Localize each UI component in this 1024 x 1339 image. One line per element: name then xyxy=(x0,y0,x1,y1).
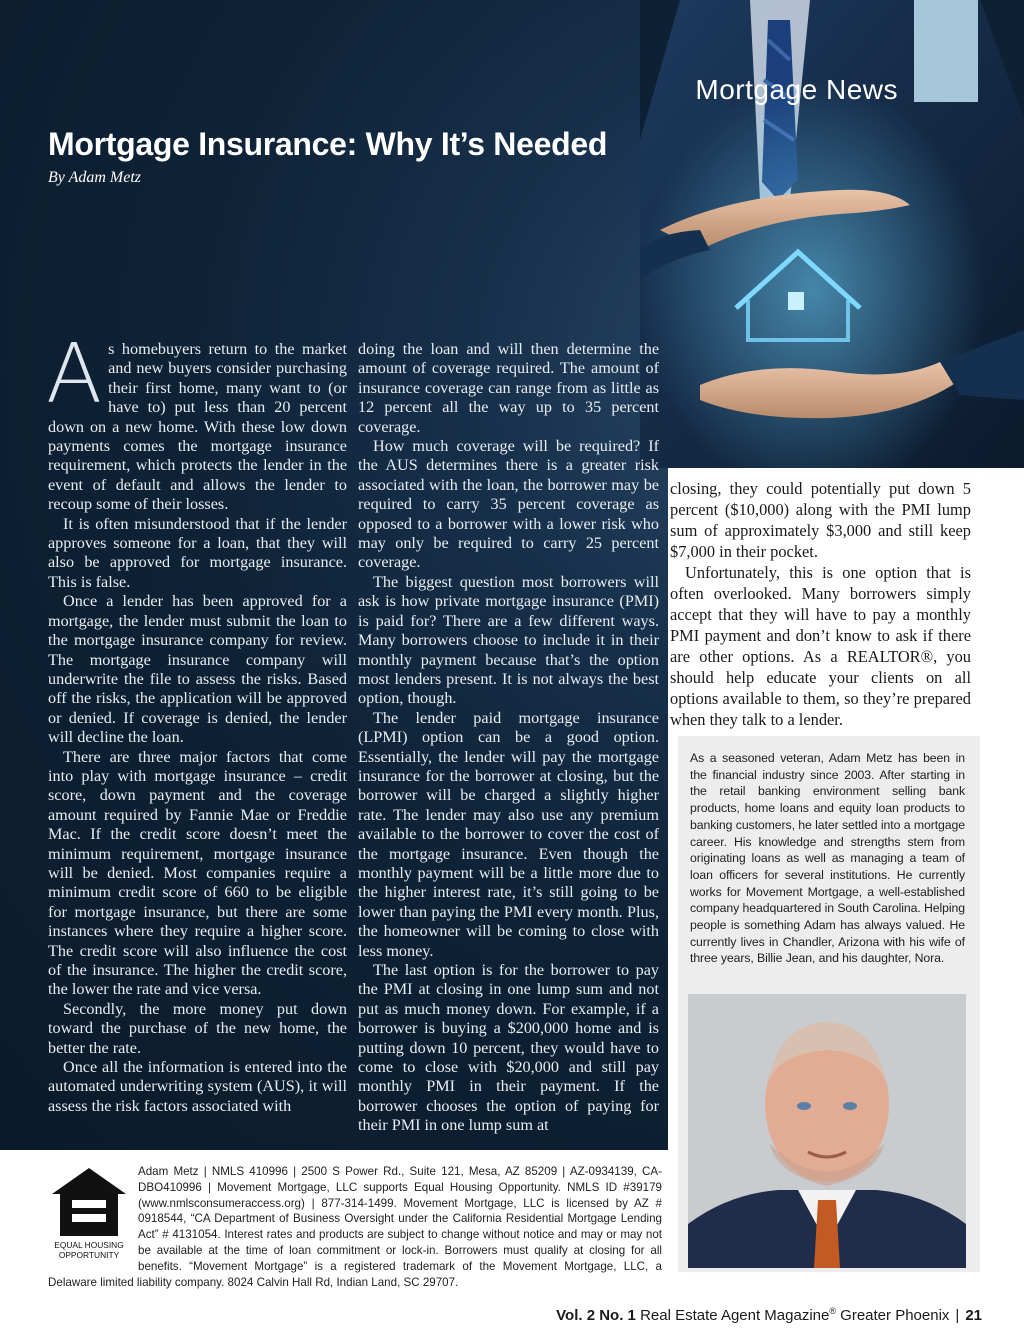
page-number: 21 xyxy=(965,1307,982,1324)
folio-separator: | xyxy=(955,1307,960,1324)
disclaimer-text: Adam Metz | NMLS 410996 | 2500 S Power Rd., Suite 121, Mesa, AZ 85209 | AZ-0934139, CA-DBO410996 | Movement Mortgage, LLC supports Equal Housing Opportunity. NMLS ID #39179 (www.nmlsconsumeraccess.org) | 877-314-1499. Movement Mortgage, LLC is licensed by AZ # 0918544, “CA Department of Business Oversight under the California Residential Mortgage Lending Act” # 4131054. Interest rates and products are subject to change without notice and may or may not be available at the time of loan commitment or lock-in. Borrowers must qualify at closing for all benefits. “Movement Mortgage” is a registered trademark of the Movement Mortgage, LLC, a Delaware limited liability company. 8024 Calvin Hall Rd, Indian Land, SC 29707. xyxy=(48,1165,662,1289)
page-folio xyxy=(556,1306,982,1324)
magazine-name: Real Estate Agent Magazine xyxy=(640,1307,830,1324)
paragraph: Unfortunately, this is one option that is often overlooked. Many borrowers simply accept that they will have to pay a monthly PMI payment and don’t know to ask if there are other options. As a REALTOR®, you should help educate your clients on all options available to them, so they’re prepared when they talk to a lender. xyxy=(670,563,971,729)
paragraph: There are three major factors that come into play with mortgage insurance – credit score, down payment and the coverage amount required by Fannie Mae or Freddie Mac. If the credit score doesn’t meet the minimum requirement, mortgage insurance will be denied. Most companies require a minimum credit score of 660 to be eligible for mortgage insurance, but there are some instances where they require a higher score. The credit score will also influence the cost of the insurance. The higher the credit score, the lower the rate and vice versa. xyxy=(48,747,347,999)
paragraph: The last option is for the borrower to pay the PMI at closing in one lump sum and not put as much money down. For example, if a borrower is buying a $200,000 home and is putting down 10 percent, they would have to come to close with $20,000 and still pay monthly PMI in their payment. If the borrower chooses the option of paying for their PMI in one lump sum at xyxy=(358,961,659,1135)
author-portrait xyxy=(688,994,966,1268)
paragraph: doing the loan and will then determine the amount of coverage required. The amount of insurance coverage can range from as little as 12 percent all the way up to 35 percent coverage. xyxy=(358,340,659,436)
article-column-3 xyxy=(670,478,971,730)
logo-text-2: OPPORTUNITY xyxy=(58,1250,120,1260)
edition-name: Greater Phoenix xyxy=(840,1307,950,1324)
paragraph: closing, they could potentially put down 5 percent ($10,000) along with the PMI lump sum of approximately $3,000 and still keep $7,000 in their pocket. xyxy=(670,479,971,561)
author-photo xyxy=(688,994,966,1268)
equal-housing-icon xyxy=(48,1164,130,1262)
article-byline: By Adam Metz xyxy=(48,169,142,186)
legal-disclaimer xyxy=(48,1164,662,1290)
issue-number: Vol. 2 No. 1 xyxy=(556,1307,636,1324)
dropcap: A xyxy=(46,327,103,422)
paragraph: The lender paid mortgage insurance (LPMI) option can be a good option. Essentially, the lender will pay the mortgage insurance for the borrower at closing, but the borrower will be charged a slightly higher rate. The lender may also use any premium available to the borrower to cover the cost of the mortgage insurance. Even though the monthly payment will be a little more due to the higher interest rate, it’s still going to be lower than paying the PMI every month. Plus, the homeowner will be coming to close with less money. xyxy=(358,708,659,960)
registered-mark: ® xyxy=(829,1306,836,1316)
article-column-2 xyxy=(358,340,659,1136)
section-label: Mortgage News xyxy=(695,74,898,105)
article-column-1 xyxy=(46,327,347,1116)
equal-housing-logo xyxy=(48,1164,130,1262)
paragraph: Once a lender has been approved for a mortgage, the lender must submit the loan to the mortgage insurance company for review. The mortgage insurance company will underwrite the file to assess the risks. Based off the risks, the application will be approved or denied. If coverage is denied, the lender will decline the loan. xyxy=(48,592,347,747)
paragraph: How much coverage will be required? If the AUS determines there is a greater risk associated with the loan, the borrower may be required to carry 35 percent coverage as opposed to a borrower with a lower risk who may only be required to carry 25 percent coverage. xyxy=(358,437,659,572)
author-bio-text: As a seasoned veteran, Adam Metz has been in the financial industry since 2003. After starting in the retail banking environment selling bank products, home loans and equity loan products to banking customers, he later settled into a mortgage career. His knowledge and strengths stem from originating loans as well as managing a team of loan officers for several institutions. He currently works for Movement Mortgage, a well-established company headquartered in South Carolina. Helping people is something Adam has always valued. He currently lives in Chandler, Arizona with his wife of three years, Billie Jean, and his daughter, Nora. xyxy=(690,751,965,966)
paragraph: The biggest question most borrowers will ask is how private mortgage insurance (PMI) is paid for? There are a few different ways. Many borrowers choose to include it in their monthly payment because that’s the option most lenders present. It is not always the best option, though. xyxy=(358,572,659,708)
accent-block xyxy=(914,0,978,102)
paragraph: Once all the information is entered into the automated underwriting system (AUS), it will assess the risk factors associated with xyxy=(48,1058,347,1115)
paragraph: As homebuyers return to the market and new buyers consider purchasing their first home, many want to (or have to) put less than 20 percent down on a new home. With these low down payments comes the mortgage insurance requirement, which protects the lender in the event of default and allows the lender to recoup some of their losses. xyxy=(46,327,347,514)
paragraph: It is often misunderstood that if the lender approves someone for a loan, that they will also be approved for mortgage insurance. This is false. xyxy=(48,514,347,591)
paragraph: Secondly, the more money put down toward the purchase of the new home, the better the rate. xyxy=(48,999,347,1057)
article-title: Mortgage Insurance: Why It’s Needed xyxy=(48,126,608,162)
logo-text-1: EQUAL HOUSING xyxy=(54,1240,124,1250)
